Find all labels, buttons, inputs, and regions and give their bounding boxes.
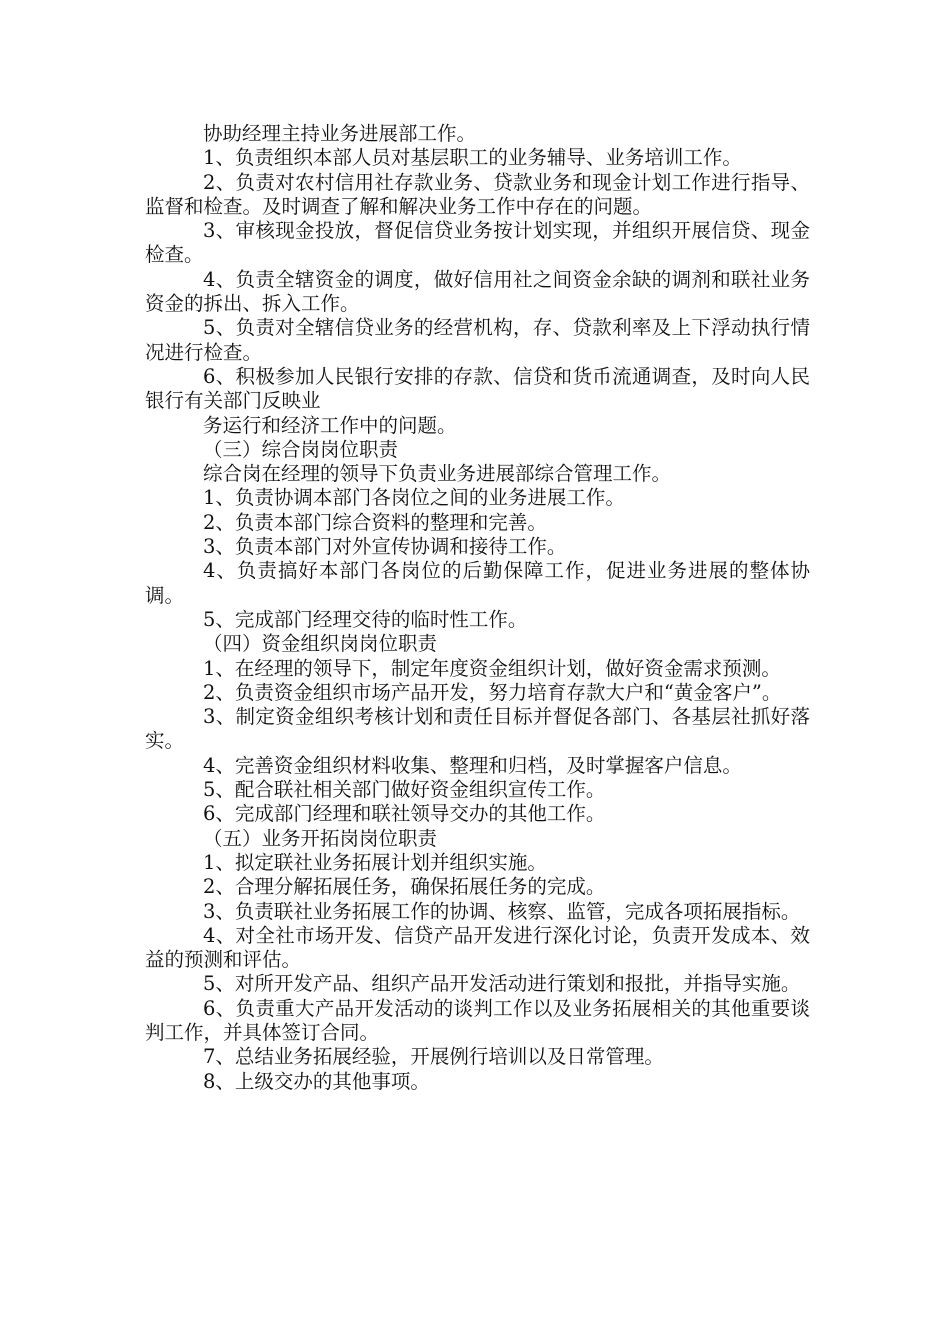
duty-item: 1、负责协调本部门各岗位之间的业务进展工作。	[203, 486, 625, 510]
duty-item: 6、完成部门经理和联社领导交办的其他工作。	[203, 802, 606, 826]
duty-item: 2、负责资金组织市场产品开发，努力培育存款大户和“黄金客户”。	[203, 680, 782, 704]
section-intro: 综合岗在经理的领导下负责业务进展部综合管理工作。	[203, 462, 672, 486]
duty-item: 7、总结业务拓展经验，开展例行培训以及日常管理。	[203, 1045, 664, 1069]
section-heading: （四）资金组织岗岗位职责	[203, 632, 438, 656]
duty-item: 3、审核现金投放，督促信贷业务按计划实现，并组织开展信贷、现金检查。	[145, 219, 810, 267]
duty-item: 1、在经理的领导下，制定年度资金组织计划，做好资金需求预测。	[203, 656, 781, 680]
duty-item: 2、合理分解拓展任务，确保拓展任务的完成。	[203, 875, 606, 899]
duty-item: 6、负责重大产品开发活动的谈判工作以及业务拓展相关的其他重要谈判工作，并具体签订合同。	[145, 996, 810, 1044]
duty-item: 4、对全社市场开发、信贷产品开发进行深化讨论，负责开发成本、效益的预测和评估。	[145, 923, 810, 972]
duty-item: 3、负责本部门对外宣传协调和接待工作。	[203, 535, 567, 559]
duty-item: 1、拟定联社业务拓展计划并组织实施。	[203, 850, 547, 874]
duty-item: 4、负责全辖资金的调度，做好信用社之间资金余缺的调剂和联社业务资金的拆出、拆入工作。	[145, 267, 810, 316]
duty-item: 3、负责联社业务拓展工作的协调、核察、监管，完成各项拓展指标。	[203, 899, 801, 923]
duty-item: 5、完成部门经理交待的临时性工作。	[203, 607, 528, 631]
duty-item: 3、制定资金组织考核计划和责任目标并督促各部门、各基层社抓好落实。	[145, 705, 810, 753]
section-heading: （五）业务开拓岗岗位职责	[203, 826, 438, 850]
duty-item: 1、负责组织本部人员对基层职工的业务辅导、业务培训工作。	[203, 146, 742, 170]
duty-item: 6、积极参加人民银行安排的存款、信贷和货币流通调查，及时向人民银行有关部门反映业	[145, 364, 810, 413]
duty-item: 5、负责对全辖信贷业务的经营机构，存、贷款利率及上下浮动执行情况进行检查。	[145, 316, 810, 364]
duty-item: 4、完善资金组织材料收集、整理和归档，及时掌握客户信息。	[203, 753, 742, 777]
section-heading: （三）综合岗岗位职责	[203, 437, 399, 461]
document-page	[145, 122, 810, 1094]
duty-item: 5、配合联社相关部门做好资金组织宣传工作。	[203, 778, 606, 802]
duty-item: 5、对所开发产品、组织产品开发活动进行策划和报批，并指导实施。	[203, 972, 801, 996]
duty-item-continued: 务运行和经济工作中的问题。	[203, 413, 457, 437]
duty-item: 4、负责搞好本部门各岗位的后勤保障工作，促进业务进展的整体协调。	[145, 559, 810, 607]
intro-paragraph: 协助经理主持业务进展部工作。	[203, 122, 477, 145]
duty-item: 2、负责对农村信用社存款业务、贷款业务和现金计划工作进行指导、监督和检查。及时调查了解和解决业务工作中存在的问题。	[145, 170, 810, 218]
duty-item: 8、上级交办的其他事项。	[203, 1069, 430, 1093]
duty-item: 2、负责本部门综合资料的整理和完善。	[203, 510, 547, 534]
